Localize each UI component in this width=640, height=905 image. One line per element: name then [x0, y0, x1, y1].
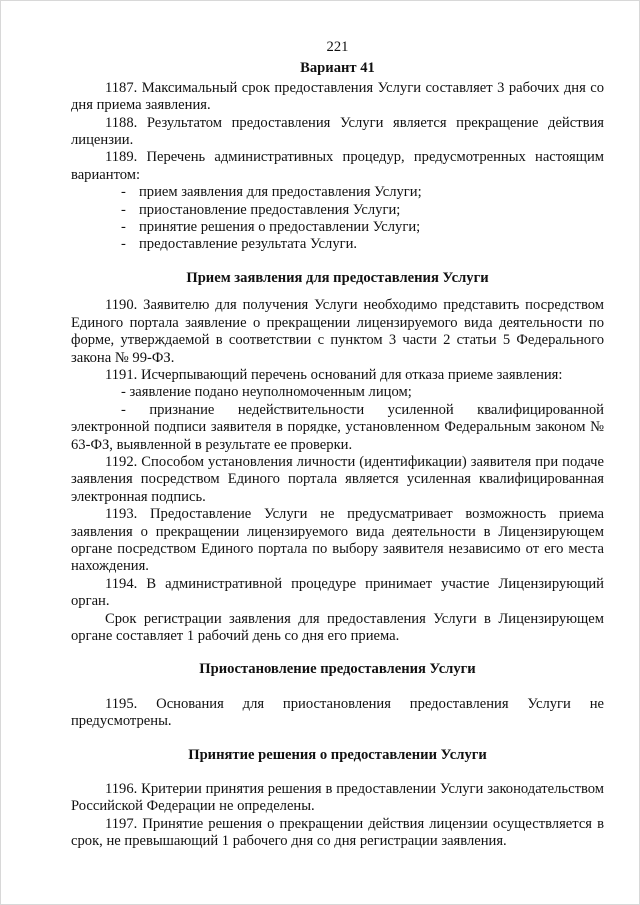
page-content — [71, 39, 604, 851]
list-item: - предоставление результата Услуги. — [121, 236, 604, 253]
refusal-reason-2: - признание недействительности усиленной квалифицированной электронной подписи заявителя в порядке, установленном Федеральным законом № 63-ФЗ, выявленной в результате ее проверки. — [71, 401, 604, 453]
paragraph-1188: 1188. Результатом предоставления Услуги является прекращение действия лицензии. — [71, 114, 604, 149]
paragraph-1190: 1190. Заявителю для получения Услуги необходимо представить посредством Единого портала заявление о прекращении лицензируемого вида деятельности по форме, утверждаемой в соответствии с пунктом 3 части 2 статьи 5 Федерального закона № 99-ФЗ. — [71, 297, 604, 366]
paragraph-1191: 1191. Исчерпывающий перечень оснований для отказа приеме заявления: — [105, 366, 563, 383]
list-item: - приостановление предоставления Услуги; — [121, 202, 604, 219]
section-title-decision: Принятие решения о предоставлении Услуги — [188, 746, 487, 763]
paragraph-registration-term: Срок регистрации заявления для предоставления Услуги в Лицензирующем органе составляет 1 рабочий день со дня его приема. — [71, 610, 604, 644]
list-item: - принятие решения о предоставлении Услуги; — [121, 219, 604, 236]
paragraph-1192: 1192. Способом установления личности (идентификации) заявителя при подаче заявления посредством Единого портала является усиленная квалифицированная электронная подпись. — [71, 453, 604, 505]
paragraph-1197: 1197. Принятие решения о прекращении действия лицензии осуществляется в срок, не превышающий 1 рабочего дня со дня регистрации заявления. — [71, 815, 604, 850]
paragraph-1189: 1189. Перечень административных процедур, предусмотренных настоящим вариантом: — [71, 149, 604, 183]
procedures-list — [71, 184, 604, 254]
paragraph-1194: 1194. В административной процедуре принимает участие Лицензирующий орган. — [71, 575, 604, 610]
paragraph-1187: 1187. Максимальный срок предоставления Услуги составляет 3 рабочих дня со дня приема заявления. — [71, 79, 604, 114]
list-item: - прием заявления для предоставления Услуги; — [121, 184, 604, 201]
paragraph-1193: 1193. Предоставление Услуги не предусматривает возможность приема заявления о прекращении лицензируемого вида деятельности в Лицензирующем органе посредством Единого портала по выбору заявителя независимо от его места нахождения. — [71, 506, 604, 575]
section-title-suspension: Приостановление предоставления Услуги — [199, 661, 476, 678]
paragraph-1195: 1195. Основания для приостановления предоставления Услуги не предусмотрены. — [71, 695, 604, 730]
page-number: 221 — [326, 39, 349, 55]
section-title-reception: Прием заявления для предоставления Услуги — [186, 269, 489, 286]
paragraph-1196: 1196. Критерии принятия решения в предоставлении Услуги законодательством Российской Федерации не определены. — [71, 781, 604, 815]
variant-title: Вариант 41 — [300, 60, 375, 77]
refusal-reason-1: - заявление подано неуполномоченным лицом; — [121, 384, 412, 401]
